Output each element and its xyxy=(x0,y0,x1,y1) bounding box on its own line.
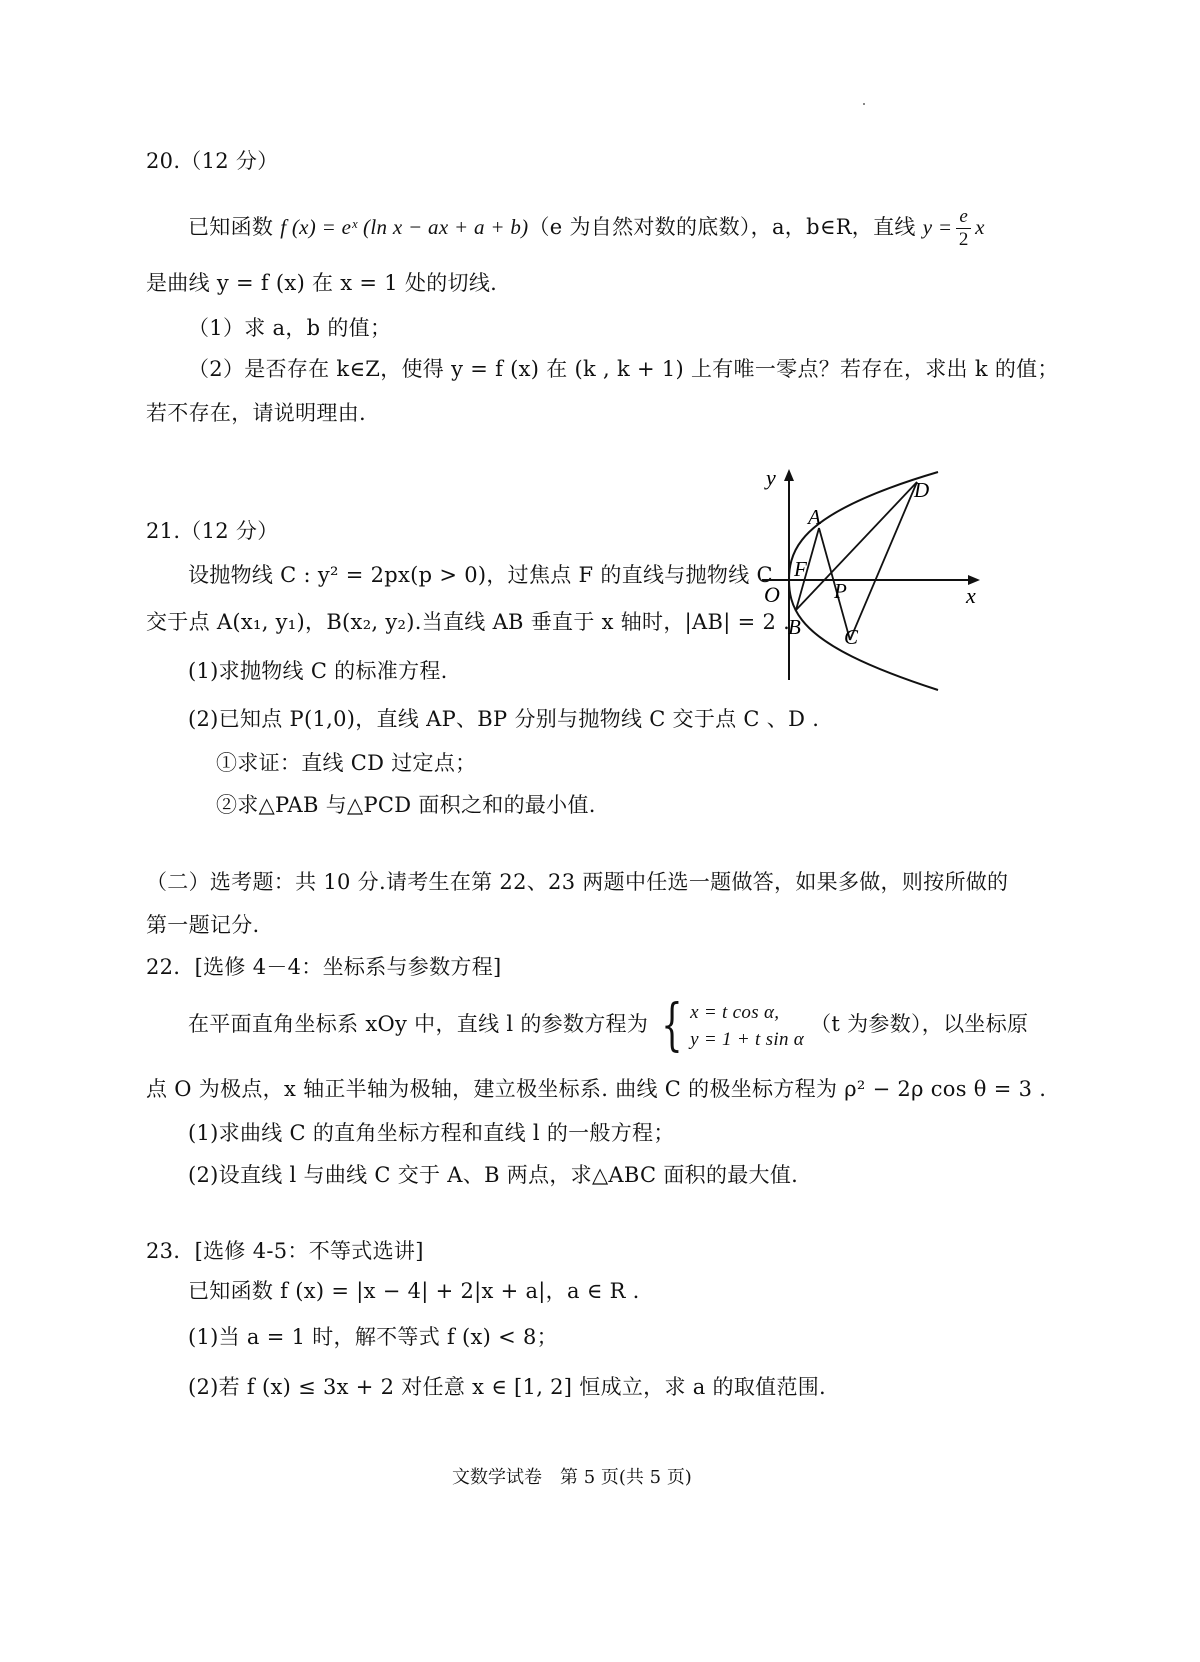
q22-stem-a: 在平面直角坐标系 xOy 中，直线 l 的参数方程为 xyxy=(188,1012,649,1036)
label-C: C xyxy=(844,625,859,649)
q21-part1: (1)求抛物线 C 的标准方程. xyxy=(188,659,448,683)
optional-intro-cont: 第一题记分. xyxy=(146,913,260,937)
q20-part2: （2）是否存在 k∈Z，使得 y = f (x) 在 (k , k + 1) 上有唯一零点？若存在，求出 k 的值； xyxy=(188,357,1059,381)
q20-stem-b: （e 为自然对数的底数），a，b∈R，直线 xyxy=(528,215,916,239)
q20-line-eq-right: x xyxy=(975,215,985,239)
q20-fraction xyxy=(956,206,971,251)
q20-line-eq-left: y = xyxy=(922,215,953,239)
q22-sys-1: x = t cos α, xyxy=(690,1001,780,1023)
parabola-figure xyxy=(740,462,1000,702)
q22-param-system xyxy=(654,992,805,1058)
q22-sys-2: y = 1 + t sin α xyxy=(690,1028,805,1050)
q21-sub2: ②求△PAB 与△PCD 面积之和的最小值. xyxy=(216,793,596,817)
q20-stem-c: 是曲线 y = f (x) 在 x = 1 处的切线. xyxy=(146,271,498,295)
q22-stem-line1 xyxy=(188,992,1029,1058)
label-P: P xyxy=(834,579,847,603)
q22-stem-b: （t 为参数），以坐标原 xyxy=(810,1012,1029,1036)
q20-frac-den: 2 xyxy=(958,229,969,250)
q21-stem-b: 交于点 A(x₁, y₁)，B(x₂, y₂).当直线 AB 垂直于 x 轴时，|AB| = 2 . xyxy=(146,610,791,634)
page-footer: 文数学试卷 第 5 页(共 5 页) xyxy=(452,1467,692,1488)
scan-dot xyxy=(863,103,865,105)
q23-part1: (1)当 a = 1 时，解不等式 f (x) < 8； xyxy=(188,1325,558,1349)
q20-part1: （1）求 a，b 的值； xyxy=(188,316,392,340)
q23-part2: (2)若 f (x) ≤ 3x + 2 对任意 x ∈ [1, 2] 恒成立，求 a 的取值范围. xyxy=(188,1375,827,1399)
q22-header: 22．[选修 4－4：坐标系与参数方程] xyxy=(146,955,502,979)
q22-stem-c: 点 O 为极点，x 轴正半轴为极轴，建立极坐标系. 曲线 C 的极坐标方程为 ρ² − 2ρ cos θ = 3 . xyxy=(146,1077,1047,1101)
label-A: A xyxy=(808,505,821,529)
q20-part2-cont: 若不存在，请说明理由. xyxy=(146,401,366,425)
q23-stem: 已知函数 f (x) = |x − 4| + 2|x + a|，a ∈ R . xyxy=(188,1279,640,1303)
label-D: D xyxy=(914,478,930,502)
q21-header: 21.（12 分） xyxy=(146,519,279,543)
q20-header: 20.（12 分） xyxy=(146,149,279,173)
q20-stem-line1 xyxy=(188,206,985,251)
q20-frac-num: e xyxy=(956,206,971,229)
q22-part2: (2)设直线 l 与曲线 C 交于 A、B 两点，求△ABC 面积的最大值. xyxy=(188,1163,799,1187)
q23-header: 23．[选修 4-5：不等式选讲] xyxy=(146,1239,424,1263)
label-y: y xyxy=(766,465,776,490)
q22-part1: (1)求曲线 C 的直角坐标方程和直线 l 的一般方程； xyxy=(188,1121,675,1145)
q21-sub1: ①求证：直线 CD 过定点； xyxy=(216,751,477,775)
q21-stem-a: 设抛物线 C : y² = 2px(p > 0)，过焦点 F 的直线与抛物线 C xyxy=(188,563,773,587)
q20-function: f (x) = eˣ (ln x − ax + a + b) xyxy=(280,215,529,239)
label-O: O xyxy=(764,582,780,607)
label-B: B xyxy=(788,615,801,639)
q20-stem-a: 已知函数 xyxy=(188,215,274,239)
optional-intro: （二）选考题：共 10 分.请考生在第 22、23 两题中任选一题做答，如果多做，则按所做的 xyxy=(146,870,1009,894)
label-x: x xyxy=(966,583,976,608)
y-axis-arrow xyxy=(784,469,794,481)
q22-brace: { xyxy=(661,992,683,1058)
label-F: F xyxy=(794,557,807,581)
chord-CD xyxy=(850,482,917,640)
q21-part2: (2)已知点 P(1,0)，直线 AP、BP 分别与抛物线 C 交于点 C 、D . xyxy=(188,707,820,731)
